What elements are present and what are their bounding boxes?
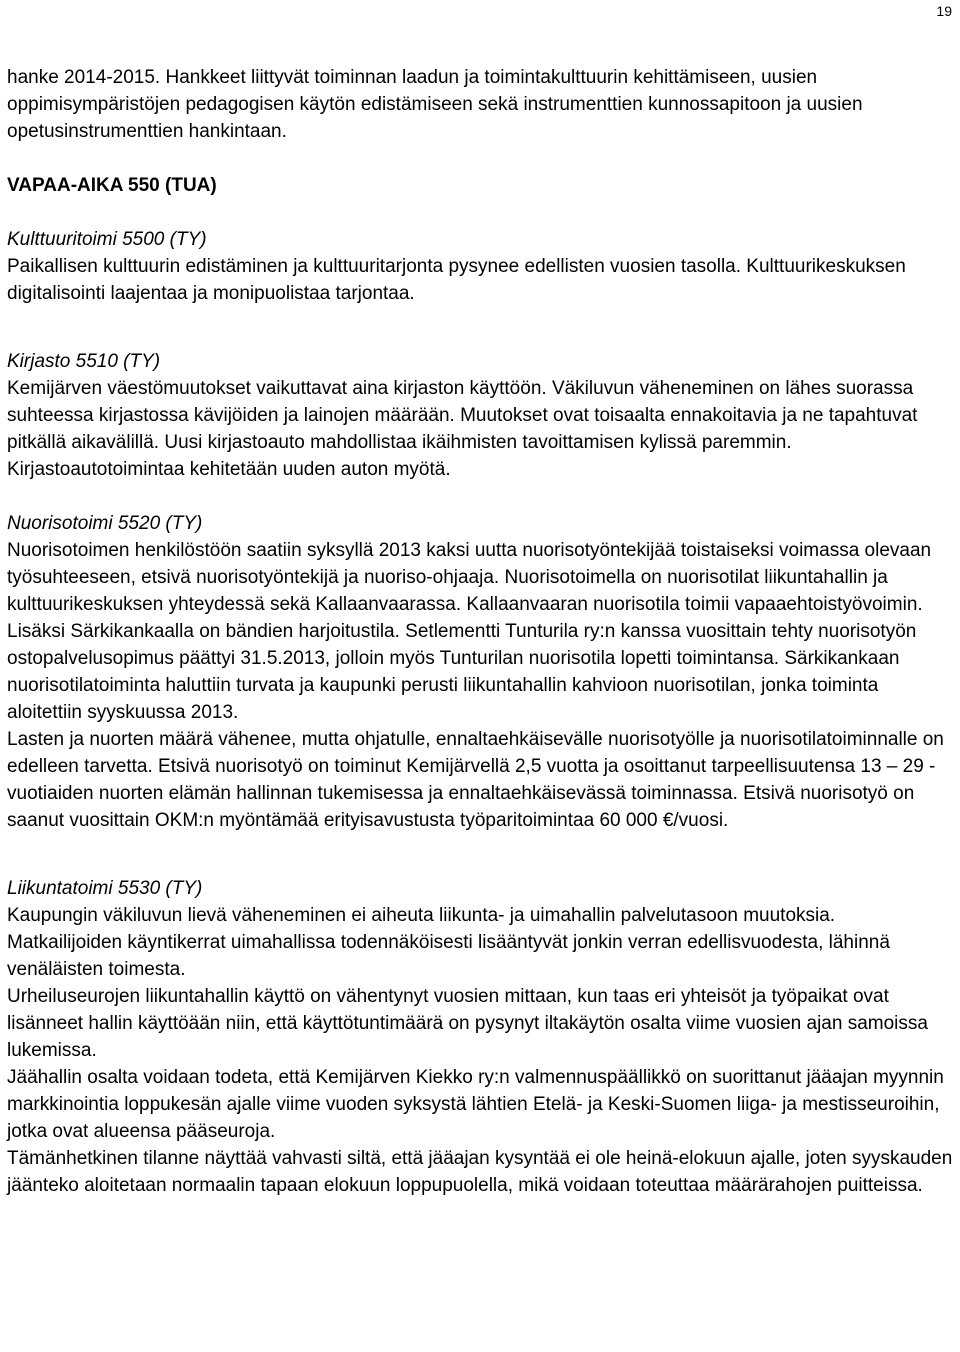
subsection-heading-kulttuuritoimi: Kulttuuritoimi 5500 (TY) bbox=[7, 229, 207, 250]
intro-paragraph: hanke 2014-2015. Hankkeet liittyvät toiminnan laadun ja toimintakulttuurin kehittämiseen, uusien oppimisympäristöjen pedagogisen käytön edistämiseen sekä instrumenttien kunnossapitoon ja uusien opetusinstrumenttien hankintaan. bbox=[7, 67, 863, 142]
subsection-heading-nuorisotoimi: Nuorisotoimi 5520 (TY) bbox=[7, 513, 203, 534]
spacer bbox=[7, 307, 955, 348]
liikuntatoimi-paragraph-3: Jäähallin osalta voidaan todeta, että Kemijärven Kiekko ry:n valmennuspäällikkö on suorittanut jääajan myynnin markkinointia loppukesän ajalle viime vuoden syksystä lähtien Etelä- ja Keski-Suomen liiga- ja mestisseuroihin, jotka ovat alueensa pääseuroja. bbox=[7, 1067, 944, 1142]
spacer bbox=[7, 199, 955, 226]
spacer bbox=[7, 483, 955, 510]
kirjasto-paragraph: Kemijärven väestömuutokset vaikuttavat aina kirjaston käyttöön. Väkiluvun väheneminen on lähes suorassa suhteessa kirjastossa kävijöiden ja lainojen määrään. Muutokset ovat toisaalta ennakoitavia ja ne tapahtuvat pitkällä aikavälillä. Uusi kirjastoauto mahdollistaa ikäihmisten tavoittamisen kylissä paremmin. Kirjastoautotoimintaa kehitetään uuden auton myötä. bbox=[7, 378, 918, 480]
spacer bbox=[7, 834, 955, 875]
page-number: 19 bbox=[936, 3, 952, 19]
kulttuuritoimi-paragraph: Paikallisen kulttuurin edistäminen ja kulttuuritarjonta pysynee edellisten vuosien tasolla. Kulttuurikeskuksen digitalisointi laajentaa ja monipuolistaa tarjontaa. bbox=[7, 256, 906, 304]
subsection-heading-liikuntatoimi: Liikuntatoimi 5530 (TY) bbox=[7, 878, 203, 899]
nuorisotoimi-paragraph-2: Lasten ja nuorten määrä vähenee, mutta ohjatulle, ennaltaehkäisevälle nuorisotyölle ja nuorisotilatoiminnalle on edelleen tarvetta. Etsivä nuorisotyö on toiminut Kemijärvellä 2,5 vuotta ja osoittanut tarpeellisuutensa 13 – 29 -vuotiaiden nuorten elämän hallinnan tukemisessa ja ennaltaehkäisevässä toiminnassa. Etsivä nuorisotyö on saanut vuosittain OKM:n myöntämää erityisavustusta työparitoimintaa 60 000 €/vuosi. bbox=[7, 729, 944, 831]
liikuntatoimi-paragraph-2: Urheiluseurojen liikuntahallin käyttö on vähentynyt vuosien mittaan, kun taas eri yhteisöt ja työpaikat ovat lisänneet hallin käyttöään niin, että käyttötuntimäärä on pysynyt iltakäytön osalta viime vuosien ajan samoissa lukemissa. bbox=[7, 986, 928, 1061]
liikuntatoimi-paragraph-1: Kaupungin väkiluvun lievä väheneminen ei aiheuta liikunta- ja uimahallin palvelutasoon muutoksia. Matkailijoiden käyntikerrat uimahallissa todennäköisesti lisääntyvät jonkin verran edellisvuodesta, lähinnä venäläisten toimesta. bbox=[7, 905, 890, 980]
liikuntatoimi-paragraph-4: Tämänhetkinen tilanne näyttää vahvasti siltä, että jääajan kysyntää ei ole heinä-elokuun ajalle, joten syyskauden jäänteko aloitetaan normaalin tapaan elokuun loppupuolella, mikä voidaan toteuttaa määrärahojen puitteissa. bbox=[7, 1148, 953, 1196]
subsection-heading-kirjasto: Kirjasto 5510 (TY) bbox=[7, 351, 161, 372]
spacer bbox=[7, 145, 955, 172]
section-title: VAPAA-AIKA 550 (TUA) bbox=[7, 175, 217, 196]
nuorisotoimi-paragraph-1: Nuorisotoimen henkilöstöön saatiin syksyllä 2013 kaksi uutta nuorisotyöntekijää toistaiseksi voimassa olevaan työsuhteeseen, etsivä nuorisotyöntekijä ja nuoriso-ohjaaja. Nuorisotoimella on nuorisotilat liikuntahallin ja kulttuurikeskuksen yhteydessä sekä Kallaanvaarassa. Kallaanvaaran nuorisotila toimii vapaaehtoistyövoimin. Lisäksi Särkikankaalla on bändien harjoitustila. Setlementti Tunturila ry:n kanssa vuosittain tehty nuorisotyön ostopalvelusopimus päättyi 31.5.2013, jolloin myös Tunturilan nuorisotila lopetti toimintansa. Särkikankaan nuorisotilatoiminta haluttiin turvata ja kaupunki perusti liikuntahallin kahvioon nuorisotilan, jonka toiminta aloitettiin syyskuussa 2013. bbox=[7, 540, 932, 723]
document-body bbox=[7, 64, 955, 1199]
